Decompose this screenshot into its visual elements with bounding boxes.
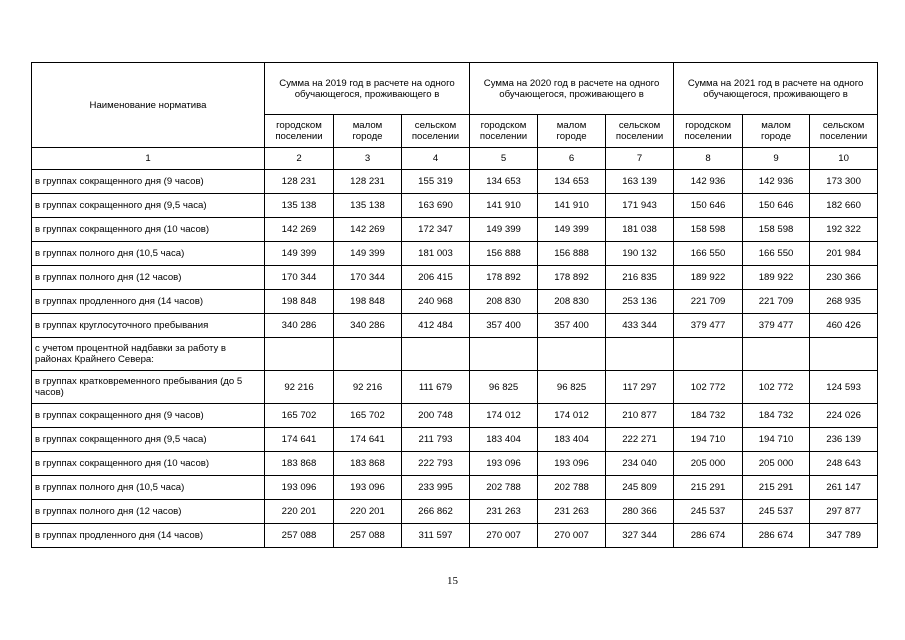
value-cell: 433 344 bbox=[606, 314, 674, 338]
value-cell: 150 646 bbox=[743, 194, 810, 218]
table-row bbox=[32, 290, 878, 314]
value-cell: 142 936 bbox=[743, 170, 810, 194]
value-cell: 184 732 bbox=[743, 404, 810, 428]
column-number: 2 bbox=[265, 148, 334, 170]
value-cell: 270 007 bbox=[538, 524, 606, 548]
column-number: 10 bbox=[810, 148, 878, 170]
value-cell: 166 550 bbox=[674, 242, 743, 266]
value-cell: 220 201 bbox=[265, 500, 334, 524]
value-cell: 102 772 bbox=[674, 371, 743, 404]
value-cell: 379 477 bbox=[743, 314, 810, 338]
value-cell: 174 012 bbox=[470, 404, 538, 428]
value-cell bbox=[674, 338, 743, 371]
value-cell bbox=[265, 338, 334, 371]
value-cell: 189 922 bbox=[743, 266, 810, 290]
table-row bbox=[32, 218, 878, 242]
value-cell: 245 537 bbox=[674, 500, 743, 524]
value-cell: 141 910 bbox=[470, 194, 538, 218]
value-cell: 347 789 bbox=[810, 524, 878, 548]
value-cell: 220 201 bbox=[334, 500, 402, 524]
value-cell: 210 877 bbox=[606, 404, 674, 428]
subcol-rural: сельском поселении bbox=[810, 115, 878, 148]
column-number: 7 bbox=[606, 148, 674, 170]
value-cell: 357 400 bbox=[538, 314, 606, 338]
value-cell: 192 322 bbox=[810, 218, 878, 242]
row-label: в группах полного дня (12 часов) bbox=[32, 500, 265, 524]
row-label: в группах полного дня (12 часов) bbox=[32, 266, 265, 290]
value-cell: 215 291 bbox=[674, 476, 743, 500]
value-cell: 128 231 bbox=[265, 170, 334, 194]
subcol-small-town: малом городе bbox=[743, 115, 810, 148]
value-cell: 142 269 bbox=[265, 218, 334, 242]
column-number: 5 bbox=[470, 148, 538, 170]
value-cell: 224 026 bbox=[810, 404, 878, 428]
value-cell bbox=[810, 338, 878, 371]
value-cell: 135 138 bbox=[334, 194, 402, 218]
value-cell: 189 922 bbox=[674, 266, 743, 290]
table-row bbox=[32, 500, 878, 524]
value-cell: 248 643 bbox=[810, 452, 878, 476]
subcol-urban: городском поселении bbox=[265, 115, 334, 148]
row-label: в группах сокращенного дня (9 часов) bbox=[32, 404, 265, 428]
table-row bbox=[32, 170, 878, 194]
value-cell: 286 674 bbox=[674, 524, 743, 548]
value-cell: 184 732 bbox=[674, 404, 743, 428]
row-label: в группах продленного дня (14 часов) bbox=[32, 290, 265, 314]
subcol-rural: сельском поселении bbox=[606, 115, 674, 148]
row-label: в группах сокращенного дня (9,5 часа) bbox=[32, 194, 265, 218]
value-cell: 245 537 bbox=[743, 500, 810, 524]
value-cell: 149 399 bbox=[265, 242, 334, 266]
value-cell bbox=[470, 338, 538, 371]
table-row bbox=[32, 338, 878, 371]
table-row bbox=[32, 404, 878, 428]
value-cell: 183 868 bbox=[334, 452, 402, 476]
row-label: в группах сокращенного дня (10 часов) bbox=[32, 452, 265, 476]
value-cell: 156 888 bbox=[470, 242, 538, 266]
value-cell: 202 788 bbox=[470, 476, 538, 500]
column-number-row bbox=[32, 148, 878, 170]
value-cell: 202 788 bbox=[538, 476, 606, 500]
value-cell: 201 984 bbox=[810, 242, 878, 266]
value-cell: 286 674 bbox=[743, 524, 810, 548]
value-cell: 236 139 bbox=[810, 428, 878, 452]
value-cell: 193 096 bbox=[334, 476, 402, 500]
value-cell: 158 598 bbox=[674, 218, 743, 242]
value-cell: 170 344 bbox=[334, 266, 402, 290]
value-cell: 297 877 bbox=[810, 500, 878, 524]
value-cell: 205 000 bbox=[674, 452, 743, 476]
value-cell: 96 825 bbox=[470, 371, 538, 404]
value-cell bbox=[606, 338, 674, 371]
value-cell: 340 286 bbox=[334, 314, 402, 338]
table-row bbox=[32, 314, 878, 338]
row-label: в группах полного дня (10,5 часа) bbox=[32, 476, 265, 500]
value-cell: 165 702 bbox=[334, 404, 402, 428]
value-cell: 215 291 bbox=[743, 476, 810, 500]
header-group-2021: Сумма на 2021 год в расчете на одного обучающегося, проживающего в bbox=[674, 63, 878, 115]
table-row bbox=[32, 524, 878, 548]
value-cell: 111 679 bbox=[402, 371, 470, 404]
value-cell: 327 344 bbox=[606, 524, 674, 548]
value-cell: 156 888 bbox=[538, 242, 606, 266]
row-label: в группах кратковременного пребывания (до 5 часов) bbox=[32, 371, 265, 404]
value-cell: 222 793 bbox=[402, 452, 470, 476]
value-cell: 165 702 bbox=[265, 404, 334, 428]
subcol-urban: городском поселении bbox=[674, 115, 743, 148]
value-cell: 163 690 bbox=[402, 194, 470, 218]
row-label: в группах полного дня (10,5 часа) bbox=[32, 242, 265, 266]
value-cell: 270 007 bbox=[470, 524, 538, 548]
value-cell: 194 710 bbox=[743, 428, 810, 452]
value-cell: 134 653 bbox=[538, 170, 606, 194]
value-cell: 253 136 bbox=[606, 290, 674, 314]
value-cell: 158 598 bbox=[743, 218, 810, 242]
value-cell: 141 910 bbox=[538, 194, 606, 218]
value-cell: 280 366 bbox=[606, 500, 674, 524]
value-cell: 166 550 bbox=[743, 242, 810, 266]
value-cell: 194 710 bbox=[674, 428, 743, 452]
value-cell: 183 404 bbox=[470, 428, 538, 452]
value-cell: 96 825 bbox=[538, 371, 606, 404]
value-cell: 171 943 bbox=[606, 194, 674, 218]
row-label: в группах сокращенного дня (9,5 часа) bbox=[32, 428, 265, 452]
table-row bbox=[32, 194, 878, 218]
value-cell: 206 415 bbox=[402, 266, 470, 290]
table-row bbox=[32, 266, 878, 290]
table-row bbox=[32, 428, 878, 452]
column-number: 9 bbox=[743, 148, 810, 170]
table-row bbox=[32, 371, 878, 404]
table-row bbox=[32, 476, 878, 500]
value-cell: 92 216 bbox=[265, 371, 334, 404]
row-label: с учетом процентной надбавки за работу в районах Крайнего Севера: bbox=[32, 338, 265, 371]
column-number: 4 bbox=[402, 148, 470, 170]
row-label: в группах сокращенного дня (10 часов) bbox=[32, 218, 265, 242]
value-cell: 379 477 bbox=[674, 314, 743, 338]
value-cell: 211 793 bbox=[402, 428, 470, 452]
value-cell: 234 040 bbox=[606, 452, 674, 476]
value-cell: 240 968 bbox=[402, 290, 470, 314]
value-cell: 268 935 bbox=[810, 290, 878, 314]
value-cell: 128 231 bbox=[334, 170, 402, 194]
value-cell: 117 297 bbox=[606, 371, 674, 404]
value-cell: 170 344 bbox=[265, 266, 334, 290]
normatives-table bbox=[31, 62, 878, 548]
header-name: Наименование норматива bbox=[32, 63, 265, 148]
value-cell: 460 426 bbox=[810, 314, 878, 338]
column-number: 6 bbox=[538, 148, 606, 170]
value-cell: 221 709 bbox=[674, 290, 743, 314]
value-cell: 221 709 bbox=[743, 290, 810, 314]
value-cell: 142 269 bbox=[334, 218, 402, 242]
value-cell: 193 096 bbox=[538, 452, 606, 476]
value-cell: 233 995 bbox=[402, 476, 470, 500]
value-cell: 340 286 bbox=[265, 314, 334, 338]
value-cell: 149 399 bbox=[470, 218, 538, 242]
value-cell: 261 147 bbox=[810, 476, 878, 500]
value-cell: 174 641 bbox=[334, 428, 402, 452]
value-cell: 193 096 bbox=[265, 476, 334, 500]
value-cell: 231 263 bbox=[538, 500, 606, 524]
value-cell: 102 772 bbox=[743, 371, 810, 404]
value-cell: 172 347 bbox=[402, 218, 470, 242]
table-row bbox=[32, 452, 878, 476]
value-cell: 231 263 bbox=[470, 500, 538, 524]
value-cell: 149 399 bbox=[538, 218, 606, 242]
value-cell: 183 868 bbox=[265, 452, 334, 476]
value-cell: 183 404 bbox=[538, 428, 606, 452]
value-cell: 222 271 bbox=[606, 428, 674, 452]
subcol-small-town: малом городе bbox=[538, 115, 606, 148]
row-label: в группах круглосуточного пребывания bbox=[32, 314, 265, 338]
value-cell: 181 003 bbox=[402, 242, 470, 266]
value-cell: 178 892 bbox=[470, 266, 538, 290]
value-cell: 193 096 bbox=[470, 452, 538, 476]
value-cell: 155 319 bbox=[402, 170, 470, 194]
value-cell: 266 862 bbox=[402, 500, 470, 524]
value-cell bbox=[538, 338, 606, 371]
value-cell: 142 936 bbox=[674, 170, 743, 194]
value-cell: 230 366 bbox=[810, 266, 878, 290]
column-number: 3 bbox=[334, 148, 402, 170]
value-cell: 245 809 bbox=[606, 476, 674, 500]
subcol-small-town: малом городе bbox=[334, 115, 402, 148]
value-cell: 134 653 bbox=[470, 170, 538, 194]
value-cell: 208 830 bbox=[470, 290, 538, 314]
value-cell: 92 216 bbox=[334, 371, 402, 404]
value-cell: 200 748 bbox=[402, 404, 470, 428]
row-label: в группах продленного дня (14 часов) bbox=[32, 524, 265, 548]
value-cell bbox=[402, 338, 470, 371]
value-cell: 181 038 bbox=[606, 218, 674, 242]
value-cell: 208 830 bbox=[538, 290, 606, 314]
value-cell: 174 012 bbox=[538, 404, 606, 428]
value-cell: 357 400 bbox=[470, 314, 538, 338]
value-cell: 135 138 bbox=[265, 194, 334, 218]
value-cell: 178 892 bbox=[538, 266, 606, 290]
value-cell: 257 088 bbox=[334, 524, 402, 548]
value-cell: 163 139 bbox=[606, 170, 674, 194]
value-cell: 205 000 bbox=[743, 452, 810, 476]
value-cell bbox=[743, 338, 810, 371]
table-row bbox=[32, 242, 878, 266]
subcol-urban: городском поселении bbox=[470, 115, 538, 148]
row-label: в группах сокращенного дня (9 часов) bbox=[32, 170, 265, 194]
value-cell: 412 484 bbox=[402, 314, 470, 338]
column-number: 1 bbox=[32, 148, 265, 170]
value-cell: 173 300 bbox=[810, 170, 878, 194]
header-row-groups bbox=[32, 63, 878, 115]
value-cell: 216 835 bbox=[606, 266, 674, 290]
value-cell: 174 641 bbox=[265, 428, 334, 452]
page-number: 15 bbox=[447, 575, 458, 587]
value-cell: 257 088 bbox=[265, 524, 334, 548]
value-cell: 182 660 bbox=[810, 194, 878, 218]
value-cell: 150 646 bbox=[674, 194, 743, 218]
value-cell: 198 848 bbox=[265, 290, 334, 314]
value-cell: 311 597 bbox=[402, 524, 470, 548]
header-group-2020: Сумма на 2020 год в расчете на одного обучающегося, проживающего в bbox=[470, 63, 674, 115]
value-cell: 149 399 bbox=[334, 242, 402, 266]
value-cell: 198 848 bbox=[334, 290, 402, 314]
value-cell bbox=[334, 338, 402, 371]
column-number: 8 bbox=[674, 148, 743, 170]
value-cell: 124 593 bbox=[810, 371, 878, 404]
header-group-2019: Сумма на 2019 год в расчете на одного обучающегося, проживающего в bbox=[265, 63, 470, 115]
value-cell: 190 132 bbox=[606, 242, 674, 266]
subcol-rural: сельском поселении bbox=[402, 115, 470, 148]
